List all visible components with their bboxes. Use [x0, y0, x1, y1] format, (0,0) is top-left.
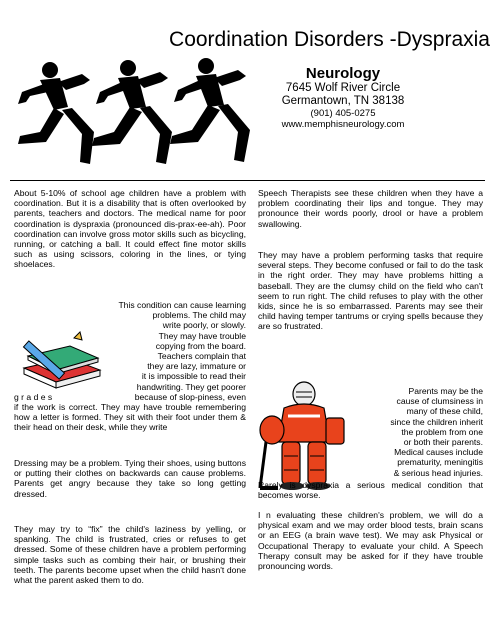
wrap-line: problems. The child may	[152, 310, 246, 321]
header-rule	[10, 180, 485, 181]
wrap-line: write poorly, or slowly.	[162, 320, 246, 331]
clinic-website[interactable]: www.memphisneurology.com	[281, 118, 405, 130]
clinic-address-2: Germantown, TN 38138	[281, 95, 405, 108]
wrap-line: They may have trouble	[158, 330, 246, 341]
right-paragraph-2: They may have a problem performing tasks that require several steps. They become confused or fail to do the task in the right order. They may have problems hitting a baseball. They are the clumsy child on the field who can't seem to run right. The child refuses to play with the other kids, since he is so embarrassed. Parents may see their child having temper tantrums or crying spells because they are so frustrated.	[258, 250, 483, 332]
wrap-line: cause of clumsiness in	[396, 396, 483, 407]
page-title: Coordination Disorders -Dyspraxia	[169, 28, 490, 51]
clinic-name: Neurology	[305, 65, 381, 82]
wrap-line: they are lazy, immature or	[147, 361, 246, 372]
wrap-line: Teachers complain that	[157, 351, 246, 362]
wrap-line: Parents may be the	[408, 386, 483, 396]
right-paragraph-1: Speech Therapists see these children when they have a problem coordinating their lips and tongue. They may pronounce their words poorly, drool or have a problem swallowing.	[258, 188, 483, 229]
left-paragraph-3: Dressing may be a problem. Tying their shoes, using buttons or putting their clothes on backwards can cause problems. Parents get angry because they take so long getting dressed.	[14, 458, 246, 499]
right-paragraph-3-rest: Rarely is dyspraxia a serious medical condition that becomes worse.	[258, 480, 483, 501]
clinic-contact	[268, 65, 418, 131]
wrap-line: since the children inherit	[390, 416, 483, 427]
wrap-line: the problem from one	[401, 426, 483, 437]
wrap-line: many of these child,	[406, 406, 483, 417]
left-paragraph-1: About 5-10% of school age children have a problem with coordination. But it is a disability that is often overlooked by parents, teachers and doctors. The medical name for poor coordination is dyspraxia (pronounced dis-prax-ee-ah). Poor coordination can involve gross motor skills such as bicycling, running, or catching a ball. It could effect fine motor skills such as using scissors, coloring in the lines, or tying shoelaces.	[14, 188, 246, 270]
wrap-line: This condition can cause learning	[118, 300, 246, 310]
wrap-line: copying from the board.	[155, 340, 246, 351]
grades-word: g r a d e s	[14, 392, 53, 402]
left-paragraph-4: They may try to “fix” the child's laziness by yelling, or spanking. The child is frustrated, cries or refuses to get dressed. Some of these children have a problem performing simple tasks such as combing their hair, or brushing their teeth. The parents become upset when the child hasn't done what the parent asked them to do.	[14, 524, 246, 586]
runners-illustration	[10, 52, 280, 172]
wrap-line: Medical causes include	[394, 447, 483, 458]
left-paragraph-2-wrap	[14, 300, 246, 392]
grades-rest: because of slop-piness, even	[134, 392, 246, 402]
wrap-line: it is impossible to read their	[141, 371, 246, 382]
right-paragraph-3-wrap	[330, 386, 483, 478]
clinic-address-1: 7645 Wolf River Circle	[285, 82, 401, 95]
clinic-phone: (901) 405-0275	[310, 107, 376, 119]
wrap-line: & serious head injuries.	[393, 467, 483, 478]
wrap-line: prematurity, meningitis	[397, 457, 483, 468]
left-paragraph-2-rest: if the work is correct. They may have trouble remembering how a letter is formed. They sit with their foot under them & their head on their desk, while they write	[14, 402, 246, 433]
wrap-line: handwriting. They get poorer	[136, 381, 246, 392]
right-paragraph-4: I n evaluating these children's problem, we will do a physical exam and we may order blood tests, brain scans or an EEG (a brain wave test). We may ask Physical or Occupational Therapy to evaluate your child. A Speech Therapy consult may be asked for if they have trouble pronouncing words.	[258, 510, 483, 572]
wrap-line: or both their parents.	[403, 437, 483, 448]
left-paragraph-2-grades-line	[14, 392, 246, 402]
